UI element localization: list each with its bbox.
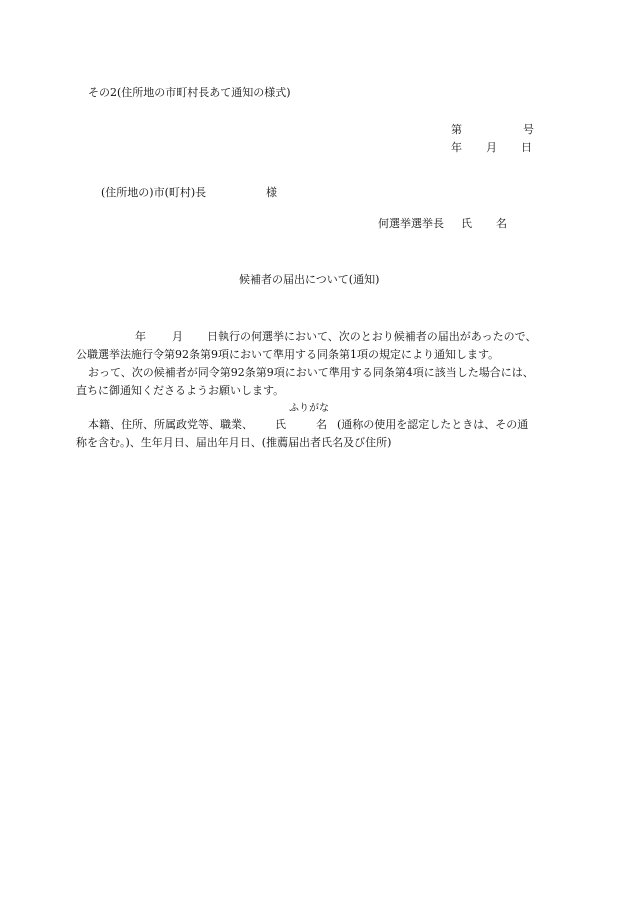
- items-shi: 氏: [275, 418, 286, 431]
- sender-mei: 名: [496, 217, 507, 230]
- date-year: 年: [451, 141, 462, 154]
- form-title: その2(住所地の市町村長あて通知の様式): [88, 86, 291, 99]
- sender-shi: 氏: [461, 217, 472, 230]
- furigana-label: ふりがな: [289, 403, 329, 414]
- subject-title: 候補者の届出について(通知): [239, 273, 380, 286]
- body-line1: 日執行の何選挙において、次のとおり候補者の届出があったので、: [207, 330, 537, 343]
- body-month: 月: [172, 330, 183, 343]
- date-day: 日: [521, 141, 532, 154]
- items-line2: 称を含む。)、生年月日、届出年月日、(推薦届出者氏名及び住所): [76, 436, 392, 449]
- date-month: 月: [486, 141, 497, 154]
- reference-go: 号: [523, 123, 534, 136]
- reference-dai: 第: [451, 123, 462, 136]
- body-line3: おって、次の候補者が同令第92条第9項において準用する同条第4項に該当した場合には、: [88, 366, 534, 379]
- body-year: 年: [135, 330, 146, 343]
- items-mei: 名: [316, 418, 327, 431]
- body-line2: 公職選挙法施行令第92条第9項において準用する同条第1項の規定により通知します。: [76, 348, 500, 361]
- addressee-name: (住所地の)市(町村)長: [101, 186, 207, 199]
- body-line4: 直ちに御通知くださるようお願いします。: [76, 384, 285, 397]
- addressee-honorific: 様: [266, 186, 277, 199]
- sender-title: 何選挙選挙長: [378, 217, 444, 230]
- items-prefix: 本籍、住所、所属政党等、職業、: [88, 418, 253, 431]
- items-line1-rest: (通称の使用を認定したときは、その通: [337, 418, 529, 431]
